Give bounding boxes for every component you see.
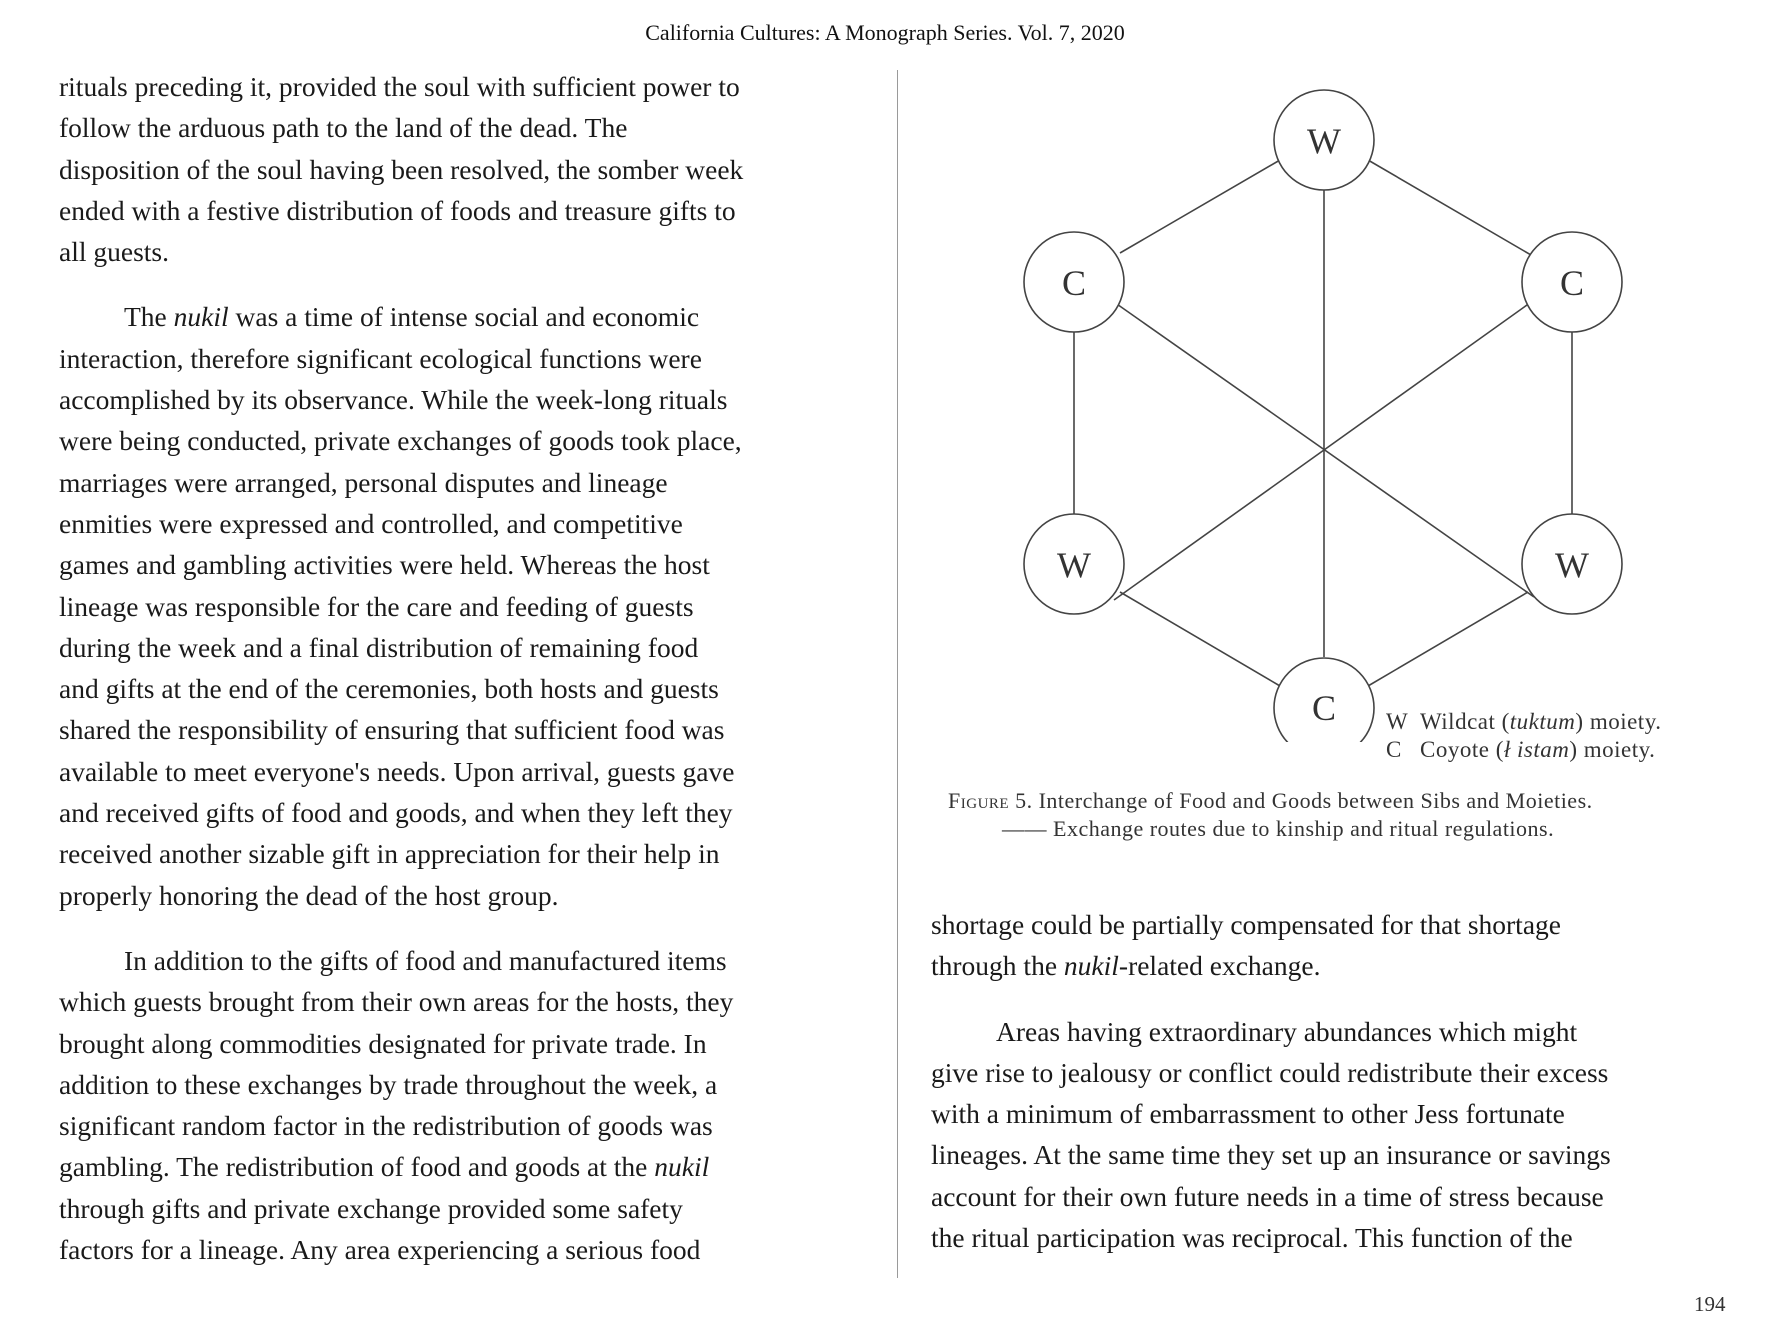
text-line: and received gifts of food and goods, and when they left they — [59, 797, 733, 829]
text-line: through gifts and private exchange provided some safety — [59, 1192, 683, 1224]
moiety-nodes — [1024, 90, 1622, 742]
node-lower-left — [1024, 514, 1124, 614]
node-upper-right — [1522, 232, 1622, 332]
legend-key: C — [1386, 737, 1402, 762]
text-line: Areas having extraordinary abundances which might — [996, 1015, 1578, 1047]
exchange-routes — [1074, 160, 1572, 686]
right-column — [931, 904, 1741, 1258]
node-label: W — [1057, 545, 1091, 585]
exchange-diagram — [1010, 82, 1730, 742]
italic-term: tuktum — [1509, 709, 1576, 734]
node-label: C — [1559, 263, 1585, 303]
text-line: the ritual participation was reciprocal. This function of the — [931, 1222, 1573, 1254]
text-line: In addition to the gifts of food and manufactured items — [124, 944, 727, 976]
text-line: lineages. At the same time they set up an insurance or savings — [931, 1139, 1611, 1171]
paragraph — [59, 66, 859, 272]
text-line: all guests. — [59, 236, 169, 268]
node-bottom — [1274, 658, 1374, 742]
text-line: give rise to jealousy or conflict could redistribute their excess — [931, 1056, 1609, 1088]
node-label: W — [1555, 545, 1589, 585]
route-line — [1368, 592, 1528, 686]
route-line — [1368, 160, 1531, 255]
text-line: disposition of the soul having been resolved, the somber week — [59, 153, 744, 185]
text-line: follow the arduous path to the land of the dead. The — [59, 112, 628, 144]
text-line: interaction, therefore significant ecological functions were — [59, 342, 702, 374]
text-line: during the week and a final distribution of remaining food — [59, 631, 699, 663]
paragraph — [59, 296, 859, 915]
italic-term: nukil — [1063, 950, 1119, 982]
text-line: shortage could be partially compensated for that shortage — [931, 909, 1561, 940]
text-line: available to meet everyone's needs. Upon arrival, guests gave — [59, 755, 735, 787]
figure-5 — [1010, 82, 1730, 742]
figure-caption — [946, 787, 1736, 843]
text-line: games and gambling activities were held. Whereas the host — [59, 549, 710, 581]
text-line: brought along commodities designated for private trade. In — [59, 1027, 707, 1059]
figure-label: Figure 5. — [948, 788, 1033, 813]
text-line: marriages were arranged, personal disputes and lineage — [59, 466, 668, 498]
text-line: accomplished by its observance. While the week-long rituals — [59, 384, 728, 416]
legend-entry: W Wildcat (tuktum) moiety. — [1386, 709, 1662, 734]
text-line: through the nukil-related exchange. — [931, 950, 1321, 982]
node-lower-right — [1522, 514, 1622, 614]
text-line: rituals preceding it, provided the soul with sufficient power to — [59, 71, 740, 102]
text-line: and gifts at the end of the ceremonies, both hosts and guests — [59, 673, 719, 705]
node-label: C — [1061, 263, 1087, 303]
text-line: with a minimum of embarrassment to other Jess fortunate — [931, 1098, 1565, 1130]
column-divider — [897, 70, 898, 1278]
text-line: lineage was responsible for the care and feeding of guests — [59, 590, 694, 622]
text-line: The nukil was a time of intense social and economic — [124, 301, 700, 333]
node-top — [1274, 90, 1374, 190]
node-label: W — [1307, 121, 1341, 161]
caption-line: —— Exchange routes due to kinship and ritual regulations. — [1002, 816, 1555, 841]
text-line: addition to these exchanges by trade throughout the week, a — [59, 1068, 718, 1100]
node-label: C — [1311, 688, 1337, 728]
node-upper-left — [1024, 232, 1124, 332]
legend-key: W — [1386, 709, 1409, 734]
text-line: which guests brought from their own areas for the hosts, they — [59, 986, 734, 1018]
page-number: 194 — [1694, 1292, 1726, 1316]
left-column — [59, 66, 859, 1270]
text-line: significant random factor in the redistribution of goods was — [59, 1110, 713, 1142]
italic-term: nukil — [654, 1151, 710, 1183]
text-line: factors for a lineage. Any area experiencing a serious food — [59, 1234, 701, 1266]
legend-entry: C Coyote (ł istam) moiety. — [1386, 737, 1656, 762]
route-line — [1120, 160, 1280, 253]
route-line — [1120, 592, 1280, 686]
text-line: account for their own future needs in a time of stress because — [931, 1180, 1604, 1212]
italic-term: nukil — [173, 301, 229, 333]
text-line: enmities were expressed and controlled, and competitive — [59, 507, 683, 539]
italic-term: ł istam — [1503, 737, 1570, 762]
text-line: gambling. The redistribution of food and goods at the nukil — [59, 1151, 710, 1183]
paragraph — [931, 1011, 1741, 1259]
paragraph — [59, 940, 859, 1270]
text-line: received another sizable gift in appreciation for their help in — [59, 838, 720, 870]
text-line: shared the responsibility of ensuring that sufficient food was — [59, 714, 725, 746]
figure-legend — [1386, 708, 1661, 764]
text-line: ended with a festive distribution of foods and treasure gifts to — [59, 194, 736, 226]
text-line: properly honoring the dead of the host group. — [59, 879, 559, 911]
text-line: were being conducted, private exchanges of goods took place, — [59, 425, 742, 457]
paragraph — [931, 904, 1741, 987]
running-header: California Cultures: A Monograph Series. Vol. 7, 2020 — [645, 20, 1125, 45]
caption-line: Figure 5. Interchange of Food and Goods between Sibs and Moieties. — [948, 788, 1593, 813]
